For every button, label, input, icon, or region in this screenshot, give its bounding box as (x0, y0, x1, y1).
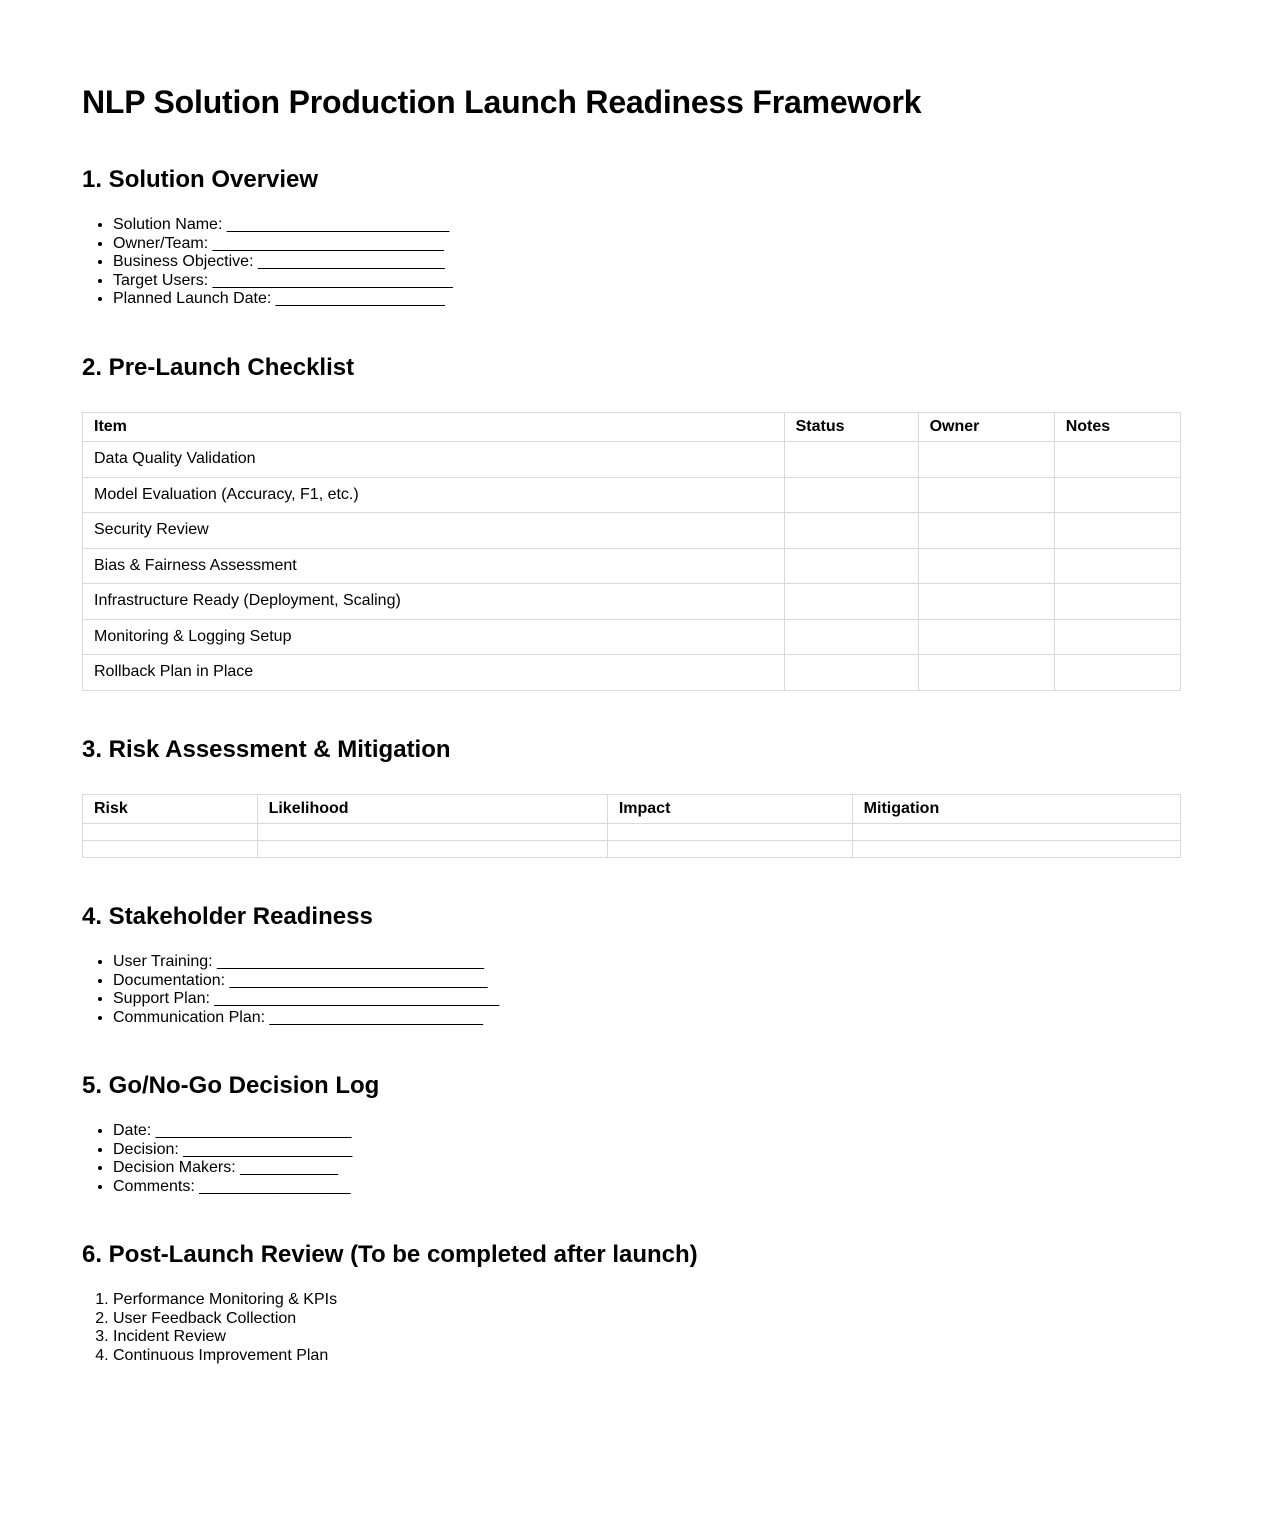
stakeholder-readiness-list (82, 953, 1181, 1027)
cell-status (784, 513, 918, 549)
column-header-status: Status (784, 412, 918, 442)
column-header-likelihood: Likelihood (257, 794, 607, 824)
table-header-row (83, 794, 1181, 824)
table-row (83, 824, 1181, 841)
list-item-owner-team: • Owner/Team: __________________________ (113, 235, 1181, 254)
table-row (83, 841, 1181, 858)
list-item-continuous-improvement: 4. Continuous Improvement Plan (113, 1347, 1181, 1366)
list-item-date: • Date: ______________________ (113, 1122, 1181, 1141)
cell-notes (1054, 513, 1180, 549)
cell-risk (83, 824, 258, 841)
cell-notes (1054, 477, 1180, 513)
cell-owner (918, 477, 1054, 513)
cell-owner (918, 442, 1054, 478)
cell-mitigation (852, 841, 1180, 858)
cell-item: Bias & Fairness Assessment (83, 548, 785, 584)
post-launch-review-list (82, 1291, 1181, 1365)
table-row (83, 548, 1181, 584)
table-header-row (83, 412, 1181, 442)
cell-item: Data Quality Validation (83, 442, 785, 478)
cell-status (784, 655, 918, 691)
cell-owner (918, 513, 1054, 549)
table-row (83, 655, 1181, 691)
column-header-item: Item (83, 412, 785, 442)
list-item-business-objective: • Business Objective: _____________________ (113, 253, 1181, 272)
list-item-solution-name: • Solution Name: _________________________ (113, 216, 1181, 235)
decision-log-list (82, 1122, 1181, 1196)
cell-status (784, 477, 918, 513)
list-item-comments: • Comments: _________________ (113, 1178, 1181, 1197)
cell-owner (918, 619, 1054, 655)
pre-launch-checklist-table (82, 412, 1181, 691)
column-header-owner: Owner (918, 412, 1054, 442)
list-item-target-users: • Target Users: ___________________________ (113, 272, 1181, 291)
list-item-decision-makers: • Decision Makers: ___________ (113, 1159, 1181, 1178)
cell-likelihood (257, 841, 607, 858)
cell-owner (918, 584, 1054, 620)
cell-notes (1054, 548, 1180, 584)
cell-owner (918, 655, 1054, 691)
cell-notes (1054, 619, 1180, 655)
list-item-documentation: • Documentation: _____________________________ (113, 972, 1181, 991)
cell-likelihood (257, 824, 607, 841)
cell-impact (607, 824, 852, 841)
table-row (83, 442, 1181, 478)
cell-risk (83, 841, 258, 858)
cell-status (784, 619, 918, 655)
list-item-support-plan: • Support Plan: ________________________________ (113, 990, 1181, 1009)
list-item-communication-plan: • Communication Plan: ________________________ (113, 1009, 1181, 1028)
list-item-user-training: • User Training: ______________________________ (113, 953, 1181, 972)
cell-notes (1054, 655, 1180, 691)
list-item-performance-monitoring: 1. Performance Monitoring & KPIs (113, 1291, 1181, 1310)
solution-overview-list (82, 216, 1181, 309)
cell-item: Model Evaluation (Accuracy, F1, etc.) (83, 477, 785, 513)
list-item-incident-review: 3. Incident Review (113, 1328, 1181, 1347)
column-header-notes: Notes (1054, 412, 1180, 442)
heading-stakeholder-readiness: 4. Stakeholder Readiness (82, 903, 373, 930)
table-row (83, 513, 1181, 549)
cell-item: Security Review (83, 513, 785, 549)
list-item-decision: • Decision: ___________________ (113, 1141, 1181, 1160)
cell-item: Monitoring & Logging Setup (83, 619, 785, 655)
heading-solution-overview: 1. Solution Overview (82, 166, 319, 193)
cell-mitigation (852, 824, 1180, 841)
cell-status (784, 442, 918, 478)
cell-item: Rollback Plan in Place (83, 655, 785, 691)
list-item-planned-launch-date: • Planned Launch Date: ___________________ (113, 290, 1181, 309)
heading-pre-launch-checklist: 2. Pre-Launch Checklist (82, 353, 355, 381)
cell-status (784, 584, 918, 620)
heading-post-launch-review: 6. Post-Launch Review (To be completed after launch) (82, 1241, 698, 1268)
column-header-impact: Impact (607, 794, 852, 824)
risk-assessment-table (82, 794, 1181, 859)
table-row (83, 477, 1181, 513)
cell-notes (1054, 442, 1180, 478)
cell-owner (918, 548, 1054, 584)
heading-risk-assessment: 3. Risk Assessment & Mitigation (82, 735, 451, 763)
cell-item: Infrastructure Ready (Deployment, Scaling) (83, 584, 785, 620)
column-header-mitigation: Mitigation (852, 794, 1180, 824)
cell-notes (1054, 584, 1180, 620)
cell-status (784, 548, 918, 584)
table-row (83, 584, 1181, 620)
column-header-risk: Risk (83, 794, 258, 824)
table-row (83, 619, 1181, 655)
heading-go-no-go-decision-log: 5. Go/No-Go Decision Log (82, 1072, 380, 1099)
cell-impact (607, 841, 852, 858)
list-item-user-feedback: 2. User Feedback Collection (113, 1310, 1181, 1329)
document-title: NLP Solution Production Launch Readiness Framework (82, 84, 922, 120)
